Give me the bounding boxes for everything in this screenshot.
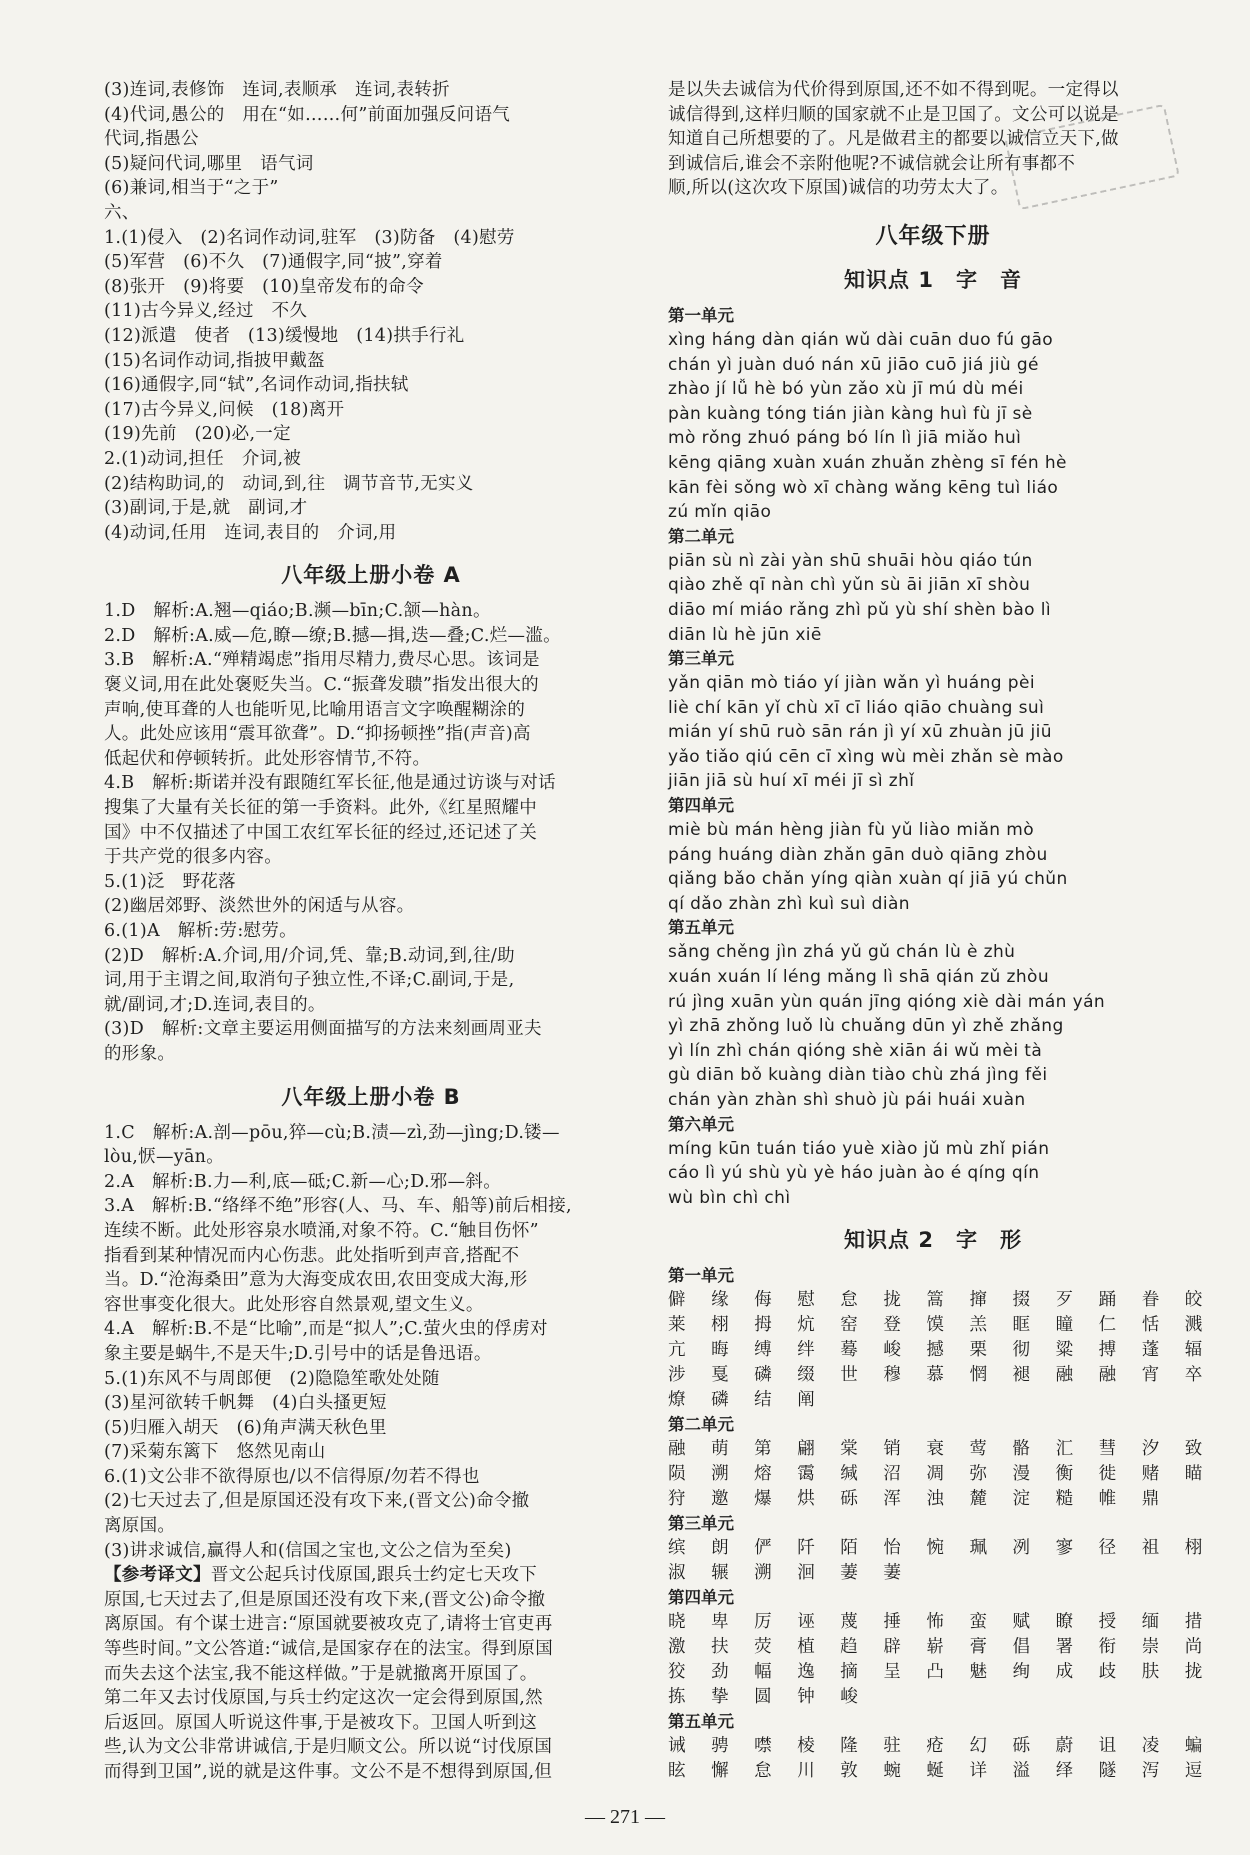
answer-line: zhào jí lǚ hè bó yùn zǎo xù jī mú dù méi [668, 379, 1024, 400]
quiz-a-answers [104, 599, 638, 1066]
quiz-a-title: 八年级上册小卷 A [281, 563, 461, 588]
text-line: (3)讲求诚信,赢得人和(信国之宝也,文公之信为至矣) [104, 1540, 512, 1561]
answer-line: yǎn qiān mò tiáo yí jiàn wǎn yì huáng pèi [668, 673, 1035, 694]
text-line [104, 1686, 638, 1711]
reference-text: 而得到卫国”,说的就是这件事。文公不是不想得到原国,但 [104, 1762, 553, 1782]
answer-line: 燎 磷 结 阐 [668, 1390, 825, 1411]
reference-label: 【参考译文】 [104, 1565, 211, 1586]
answer-line: kān fèi sǒng wò xī chàng wǎng kēng tuì liáo [668, 477, 1059, 498]
answer-line: mò rǒng zhuó páng bó lín lì jiā miǎo huì [668, 428, 1022, 449]
text-line [104, 1711, 638, 1736]
text-line: (16)通假字,同“轼”,名词作动词,指扶轼 [104, 375, 409, 396]
text-line: 搜集了大量有关长征的第一手资料。此外,《红星照耀中 [104, 798, 538, 819]
page-number: — 271 — [585, 1806, 665, 1828]
text-line: (12)派遣 使者 (13)缓慢地 (14)拱手行礼 [104, 325, 465, 346]
text-line: 诚信得到,这样归顺的国家就不止是卫国了。文公可以说是 [668, 104, 1119, 125]
text-line: 连续不断。此处形容泉水喷涌,对象不符。C.“触目伤怀” [104, 1220, 539, 1241]
answer-line: qiǎng bǎo chǎn yíng qiàn xuàn qí jiā yú chǔn [668, 869, 1068, 890]
text-line: 词,用于主谓之间,取消句子独立性,不译;C.副词,于是, [104, 970, 515, 991]
answer-line: 诫 骋 噤 棱 隆 驻 疮 幻 砾 蔚 诅 凌 蝙 [668, 1736, 1213, 1757]
text-line: 离原国。 [104, 1516, 176, 1537]
text-line: (19)先前 (20)必,一定 [104, 424, 291, 445]
answer-line: 陨 溯 熔 霭 缄 沼 凋 弥 漫 衡 徙 赌 瞄 [668, 1464, 1213, 1485]
text-line: (2)七天过去了,但是原国还没有攻下来,(晋文公)命令撤 [104, 1491, 530, 1512]
text-line: 是以失去诚信为代价得到原国,还不如不得到呢。一定得以 [668, 80, 1119, 100]
text-line: 声响,使耳聋的人也能听见,比喻用语言文字唤醒糊涂的 [104, 699, 526, 720]
text-line: 的形象。 [104, 1043, 176, 1064]
text-line: (3)星河欲转千帆舞 (4)白头搔更短 [104, 1393, 387, 1414]
left-column [104, 78, 638, 1785]
answer-line: 眩 懈 怠 川 敦 蜿 蜒 详 溢 绎 隧 泻 逗 [668, 1761, 1213, 1782]
knowledge-1-title: 知识点 1 字 音 [844, 267, 1022, 292]
knowledge-2-title: 知识点 2 字 形 [844, 1228, 1022, 1253]
text-line: 2.D 解析:A.威—危,瞭—缭;B.撼—揖,迭—叠;C.烂—滥。 [104, 625, 561, 646]
text-line: 到诚信后,谁会不亲附他呢?不诚信就会让所有事都不 [668, 153, 1076, 174]
text-line: 3.A 解析:B.“络绎不绝”形容(人、马、车、船等)前后相接, [104, 1196, 572, 1217]
text-line: 指看到某种情况而内心伤悲。此处指听到声音,搭配不 [104, 1245, 520, 1266]
answer-line: chán yàn zhàn shì shuò jù pái huái xuàn [668, 1090, 1026, 1110]
answer-line: diāo mí miáo rǎng zhì pǔ yù shí shèn bào lì [668, 599, 1052, 620]
text-line: 6.(1)A 解析:劳:慰劳。 [104, 921, 297, 941]
text-line: (2)结构助词,的 动词,到,往 调节音节,无实义 [104, 473, 474, 494]
text-line: 容世事变化很大。此处形容自然景观,望文生义。 [104, 1294, 484, 1315]
reference-text: 而失去这个法宝,我不能这样做。”于是就撤离开原国了。 [104, 1663, 538, 1684]
answer-line: wù bìn chì chì [668, 1187, 791, 1208]
text-line [104, 1735, 638, 1760]
answer-line: 晓 卑 厉 诬 蔑 捶 怖 蛮 赋 瞭 授 缅 措 [668, 1612, 1213, 1633]
text-line: 顺,所以(这次攻下原国)诚信的功劳太大了。 [668, 178, 1009, 199]
answer-line: pàn kuàng tóng tián jiàn kàng huì fù jī sè [668, 403, 1033, 424]
pronunciation-answers [668, 304, 1198, 1210]
answer-line: liè chí kān yǐ chù xī cī liáo qiāo chuàng suì [668, 697, 1045, 718]
unit-heading: 第五单元 [668, 1712, 734, 1732]
unit-heading: 第四单元 [668, 1588, 734, 1608]
text-line [104, 1760, 638, 1785]
answer-line: 莱 栩 拇 炕 窑 登 馍 羔 眶 瞳 仁 恬 溅 [668, 1315, 1213, 1336]
answer-line: 涉 戛 磷 缀 世 穆 慕 惘 褪 融 融 宵 卒 [668, 1365, 1213, 1386]
text-line: (3)副词,于是,就 副词,才 [104, 498, 308, 519]
answer-line: piān sù nì zài yàn shū shuāi hòu qiáo tún [668, 550, 1033, 571]
answer-line: 融 萌 第 翩 棠 销 衰 莺 骼 汇 彗 汐 致 [668, 1439, 1213, 1460]
text-line: (3)D 解析:文章主要运用侧面描写的方法来刻画周亚夫 [104, 1019, 542, 1040]
text-line: 2.(1)动词,担任 介词,被 [104, 448, 302, 469]
reference-text: 第二年又去讨伐原国,与兵士约定这次一定会得到原国,然 [104, 1688, 543, 1709]
answer-line: yì lín zhì chán qióng shè xiān ái wǔ mèi tà [668, 1040, 1043, 1061]
answer-line: diān lù hè jūn xiē [668, 624, 822, 645]
text-line: (7)采菊东篱下 悠然见南山 [104, 1442, 326, 1463]
text-line: 1.(1)侵入 (2)名词作动词,驻军 (3)防备 (4)慰劳 [104, 227, 515, 248]
text-line: (5)归雁入胡天 (6)角声满天秋色里 [104, 1417, 387, 1438]
text-line: (15)名词作动词,指披甲戴盔 [104, 350, 325, 371]
text-line [104, 1612, 638, 1637]
text-line: 4.A 解析:B.不是“比喻”,而是“拟人”;C.萤火虫的俘虏对 [104, 1319, 548, 1340]
text-line: 1.C 解析:A.剖—pōu,猝—cù;B.渍—zì,劲—jìng;D.镂— [104, 1122, 560, 1143]
text-line: 1.D 解析:A.翘—qiáo;B.濒—bīn;C.颔—hàn。 [104, 601, 491, 622]
answer-line: 激 扶 荧 植 趋 辟 崭 膏 倡 署 衔 崇 尚 [668, 1637, 1213, 1658]
answer-line: mián yí shū ruò sān rán jì yí xū zhuàn jū jiū [668, 722, 1052, 743]
reference-text: 后返回。原国人听说这件事,于是被攻下。卫国人听到这 [104, 1712, 538, 1733]
text-line: (6)兼词,相当于“之于” [104, 178, 279, 199]
unit-heading: 第一单元 [668, 1266, 734, 1286]
text-line: 5.(1)泛 野花落 [104, 871, 236, 892]
text-line: (5)军营 (6)不久 (7)通假字,同“披”,穿着 [104, 252, 443, 273]
answer-line: rú jìng xuān yùn quán jīng qióng xiè dài mán yán [668, 991, 1106, 1012]
answer-line: gù diān bǒ kuàng diàn tiào chù zhá jìng fěi [668, 1065, 1048, 1086]
text-line: lòu,恹—yān。 [104, 1147, 225, 1168]
text-line: (3)连词,表修饰 连词,表顺承 连词,表转折 [104, 80, 450, 100]
unit-heading: 第三单元 [668, 649, 734, 669]
unit-heading: 第三单元 [668, 1514, 734, 1534]
answer-line: míng kūn tuán tiáo yuè xiào jǔ mù zhǐ pián [668, 1138, 1050, 1159]
text-line: 6.(1)文公非不欲得原也/以不信得原/勿若不得也 [104, 1466, 480, 1487]
text-line: 国》中不仅描述了中国工农红军长征的经过,还记述了关 [104, 822, 538, 843]
answer-line: cáo lì yú shù yù yè háo juàn ào é qíng qín [668, 1163, 1040, 1184]
answer-line: qiào zhě qī nàn chì yǔn sù āi jiān xī shòu [668, 575, 1031, 596]
text-line: 知道自己所想要的了。凡是做君主的都要以诚信立天下,做 [668, 129, 1119, 150]
answer-line: miè bù mán hèng jiàn fù yǔ liào miǎn mò [668, 820, 1035, 841]
text-line: (2)D 解析:A.介词,用/介词,凭、靠;B.动词,到,往/助 [104, 945, 515, 966]
text-line: 4.B 解析:斯诺并没有跟随红军长征,他是通过访谈与对话 [104, 773, 556, 794]
text-line: 低起伏和停顿转折。此处形容情节,不符。 [104, 748, 431, 769]
text-line [104, 1588, 638, 1613]
answer-line: yǎo tiǎo qiú cēn cī xìng wù mèi zhǎn sè mào [668, 746, 1064, 767]
answer-line: kēng qiāng xuàn xuán zhuǎn zhèng sī fén hè [668, 452, 1067, 473]
text-line: (4)动词,任用 连词,表目的 介词,用 [104, 522, 397, 543]
character-form-answers [668, 1264, 1213, 1784]
text-line: (11)古今异义,经过 不久 [104, 301, 308, 322]
reference-text: 些,认为文公非常讲诚信,于是归顺文公。所以说“讨伐原国 [104, 1737, 553, 1758]
text-line: (8)张开 (9)将要 (10)皇帝发布的命令 [104, 276, 424, 297]
answer-line: yì zhā zhǒng luǒ lù chuǎng dūn yì zhě zhǎng [668, 1016, 1064, 1037]
answer-line: xìng háng dàn qián wǔ dài cuān duo fú gāo [668, 329, 1054, 350]
text-line: 人。此处应该用“震耳欲聋”。D.“抑扬顿挫”指(声音)高 [104, 724, 531, 745]
answer-line: qí dǎo zhàn zhì kuì suì diàn [668, 893, 910, 914]
reference-text: 等些时间。”文公答道:“诚信,是国家存在的法宝。得到原国 [104, 1639, 553, 1660]
text-line: 5.(1)东风不与周郎便 (2)隐隐笙歌处处随 [104, 1368, 440, 1389]
text-line: 当。D.“沧海桑田”意为大海变成农田,农田变成大海,形 [104, 1270, 528, 1291]
unit-heading: 第二单元 [668, 526, 734, 546]
text-line: (2)幽居郊野、淡然世外的闲适与从容。 [104, 896, 415, 917]
answers-section-6 [104, 78, 638, 545]
answer-line: 淑 辗 溯 洄 萋 萋 [668, 1563, 911, 1584]
text-line: (5)疑问代词,哪里 语气词 [104, 153, 314, 174]
text-line: 六、 [104, 202, 140, 223]
answer-line: 缤 朗 俨 阡 陌 怡 惋 珮 冽 寥 径 祖 栩 [668, 1538, 1213, 1559]
unit-heading: 第二单元 [668, 1415, 734, 1435]
reference-text: 原国,七天过去了,但是原国还没有攻下来,(晋文公)命令撤 [104, 1589, 546, 1610]
text-line: 象主要是蜗牛,不是天牛;D.引号中的话是鲁迅语。 [104, 1343, 492, 1364]
unit-heading: 第五单元 [668, 918, 734, 938]
grade-title: 八年级下册 [875, 223, 991, 249]
reference-translation [104, 1563, 638, 1784]
answer-line: 僻 缘 侮 慰 怠 拢 篙 撺 掇 歹 踊 眷 皎 [668, 1290, 1213, 1311]
quiz-b-title: 八年级上册小卷 B [281, 1084, 461, 1109]
quiz-b-answers [104, 1121, 638, 1564]
unit-heading: 第一单元 [668, 305, 734, 325]
text-line: (4)代词,愚公的 用在“如……何”前面加强反问语气 [104, 104, 511, 125]
answer-line: zú mǐn qiāo [668, 502, 772, 523]
unit-heading: 第六单元 [668, 1114, 734, 1134]
answer-line: sǎng chěng jìn zhá yǔ gǔ chán lù è zhù [668, 942, 1016, 963]
text-line: 褒义词,用在此处褒贬失当。C.“振聋发聩”指发出很大的 [104, 675, 539, 696]
text-line [104, 1563, 638, 1588]
text-line [104, 1637, 638, 1662]
answer-line: xuán xuán lí léng mǎng lì shā qián zǔ zhòu [668, 967, 1049, 988]
text-line: 代词,指愚公 [104, 129, 199, 150]
reference-text: 晋文公起兵讨伐原国,跟兵士约定七天攻下 [210, 1565, 538, 1586]
text-line [104, 1662, 638, 1687]
answer-line: chán yì juàn duó nán xū jiāo cuō jiá jiù gé [668, 354, 1039, 375]
text-line: (17)古今异义,问候 (18)离开 [104, 399, 345, 420]
text-line: 就/副词,才;D.连词,表目的。 [104, 994, 326, 1015]
answer-line: 拣 挚 圆 钟 峻 [668, 1687, 868, 1708]
answer-line: 狡 劲 幅 逸 摘 呈 凸 魅 绚 成 歧 肤 拢 [668, 1662, 1213, 1683]
reference-text: 离原国。有个谋士进言:“原国就要被攻克了,请将士官吏再 [104, 1614, 553, 1635]
right-column [668, 78, 1213, 1784]
text-line: 3.B 解析:A.“殚精竭虑”指用尽精力,费尽心思。该词是 [104, 650, 540, 671]
text-line: 2.A 解析:B.力—利,底—砥;C.新—心;D.邪—斜。 [104, 1171, 502, 1192]
text-line: 于共产党的很多内容。 [104, 847, 282, 868]
answer-line: páng huáng diàn zhǎn gān duò qiāng zhòu [668, 844, 1048, 865]
answer-line: jiān jiā sù huí xī méi jī sì zhǐ [668, 771, 915, 792]
answer-line: 亢 晦 缚 绊 蓦 峻 撼 栗 彻 粱 搏 蓬 辐 [668, 1340, 1213, 1361]
answer-line: 狩 邀 爆 烘 砾 浑 浊 麓 淀 糙 帷 鼎 [668, 1489, 1170, 1510]
unit-heading: 第四单元 [668, 796, 734, 816]
